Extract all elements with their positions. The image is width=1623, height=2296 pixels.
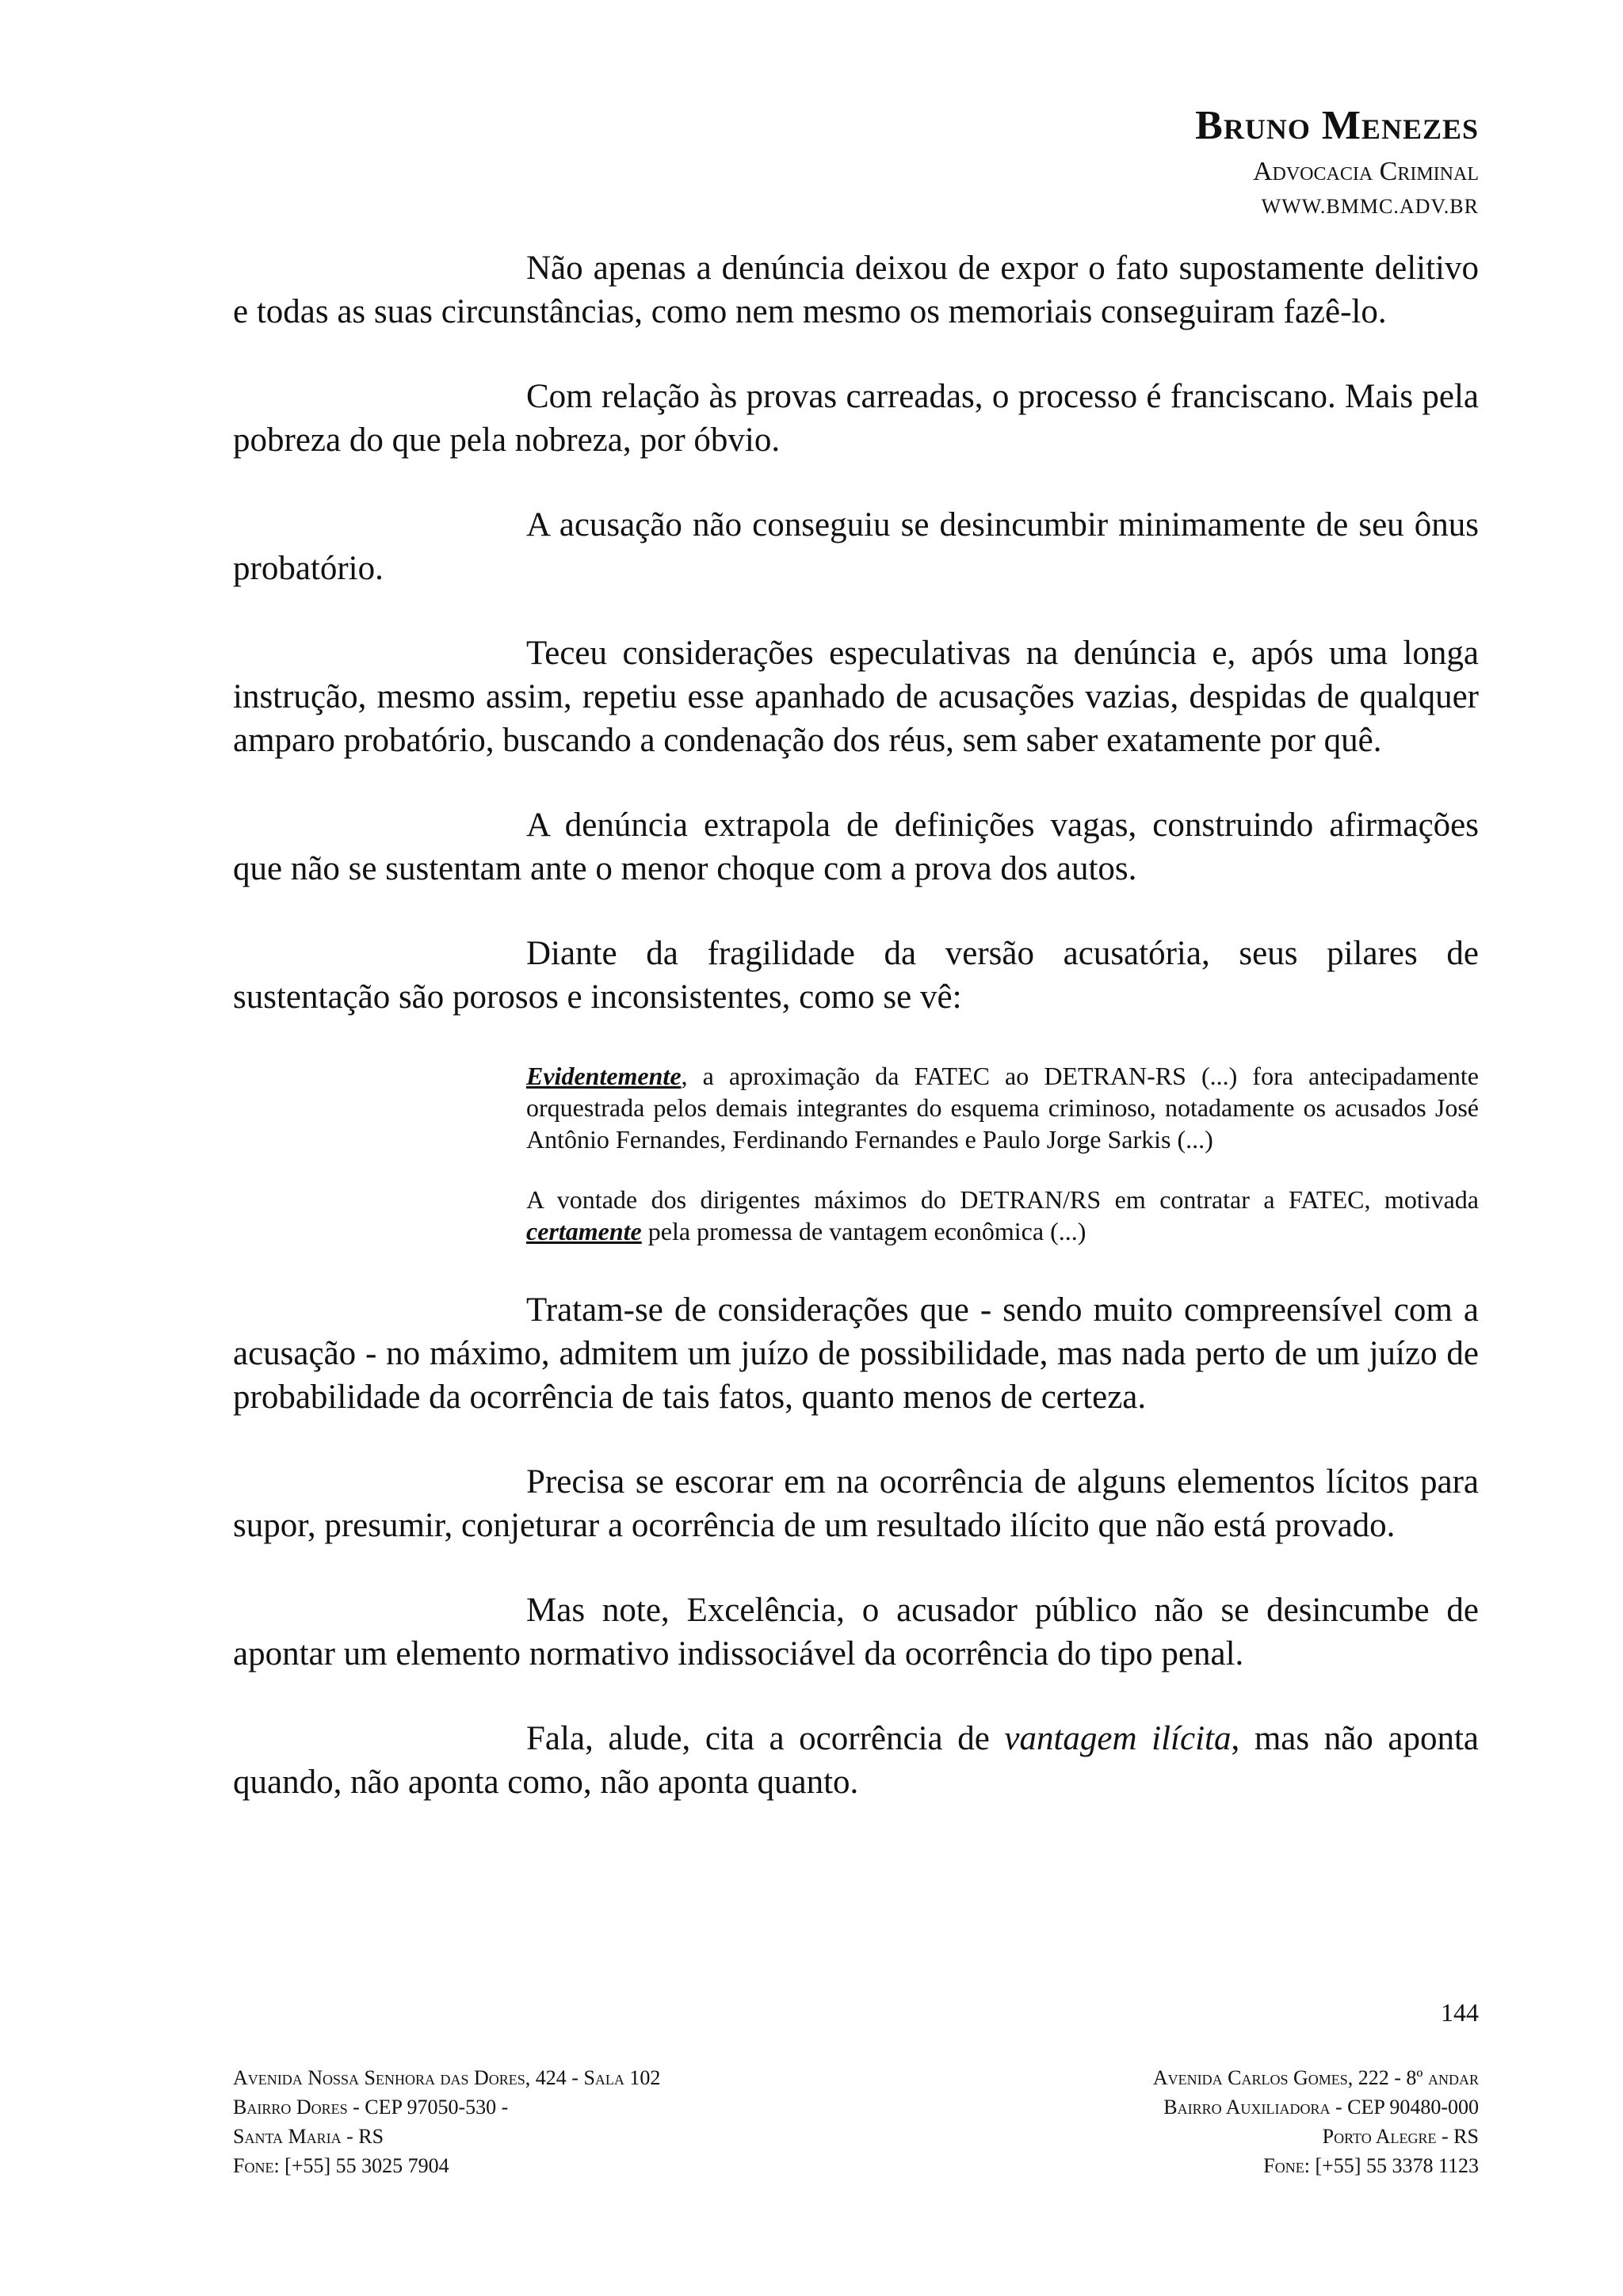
quote-2-text-end: pela promessa de vantagem econômica (...) [641,1217,1086,1245]
paragraph-7: Tratam-se de considerações que - sendo muito compreensível com a acusação - no máximo, admitem um juízo de possibilidade, mas nada perto de um juízo de probabilidade da ocorrência de tais fatos, quanto menos de certeza. [233,1291,1479,1416]
letterhead [1195,101,1479,223]
paragraph-10-italic: vantagem ilícita [1004,1720,1232,1757]
paragraph-3: A acusação não conseguiu se desincumbir minimamente de seu ônus probatório. [233,506,1479,587]
quote-1-emphasis: Evidentemente [526,1062,682,1090]
paragraph-2: Com relação às provas carreadas, o processo é franciscano. Mais pela pobreza do que pela nobreza, por óbvio. [233,378,1479,459]
quote-2-text-start: A vontade dos dirigentes máximos do DETRAN/RS em contratar a FATEC, motivada [526,1185,1479,1214]
paragraph-1: Não apenas a denúncia deixou de expor o fato supostamente delitivo e todas as suas circunstâncias, como nem mesmo os memoriais conseguiram fazê-lo. [233,250,1479,330]
block-quote [526,1060,1479,1247]
document-body [233,246,1479,1804]
paragraph-10-start: Fala, alude, cita a ocorrência de [526,1720,1005,1757]
paragraph-8: Precisa se escorar em na ocorrência de alguns elementos lícitos para supor, presumir, conjeturar a ocorrência de um resultado ilícito que não está provado. [233,1463,1479,1544]
footer-left-line: Avenida Nossa Senhora das Dores, 424 - Sala 102 [233,2066,661,2089]
firm-name: Bruno Menezes [1195,103,1479,148]
footer-right-line: Fone: [+55] 55 3378 1123 [1263,2154,1479,2177]
footer-right-line: Bairro Auxiliadora - CEP 90480-000 [1163,2096,1479,2119]
firm-website: WWW.BMMC.ADV.BR [1261,195,1479,218]
footer-left-line: Bairro Dores - CEP 97050-530 - [233,2096,509,2119]
footer-right-line: Avenida Carlos Gomes, 222 - 8º andar [1152,2066,1479,2089]
paragraph-9: Mas note, Excelência, o acusador público não se desincumbe de apontar um elemento normativo indissociável da ocorrência do tipo penal. [233,1592,1479,1672]
paragraph-10-end: , mas não aponta quando, não aponta como, não aponta quanto. [233,1720,1479,1801]
footer-right-line: Porto Alegre - RS [1322,2125,1479,2148]
paragraph-10 [233,1717,1479,1804]
paragraph-5: A denúncia extrapola de definições vagas, construindo afirmações que não se sustentam ante o menor choque com a prova dos autos. [233,807,1479,887]
footer-left-line: Fone: [+55] 55 3025 7904 [233,2154,449,2177]
footer-left-line: Santa Maria - RS [233,2125,384,2148]
quote-1-text: , a aproximação da FATEC ao DETRAN-RS (...) fora antecipadamente orquestrada pelos demais integrantes do esquema criminoso, notadamente os acusados José Antônio Fernandes, Ferdinando Fernandes e Paulo Jorge Sarkis (...) [526,1062,1479,1154]
footer-address-santa-maria [233,2063,660,2180]
footer-address-porto-alegre [1153,2063,1479,2180]
quote-1 [526,1060,1479,1155]
firm-practice-area: Advocacia Criminal [1252,157,1479,186]
paragraph-6: Diante da fragilidade da versão acusatória, seus pilares de sustentação são porosos e inconsistentes, como se vê: [233,935,1479,1016]
quote-2 [526,1184,1479,1247]
paragraph-4: Teceu considerações especulativas na denúncia e, após uma longa instrução, mesmo assim, repetiu esse apanhado de acusações vazias, despidas de qualquer amparo probatório, buscando a condenação dos réus, sem saber exatamente por quê. [233,635,1479,759]
quote-2-emphasis: certamente [526,1217,642,1245]
page-number: 144 [1441,1998,1479,2027]
